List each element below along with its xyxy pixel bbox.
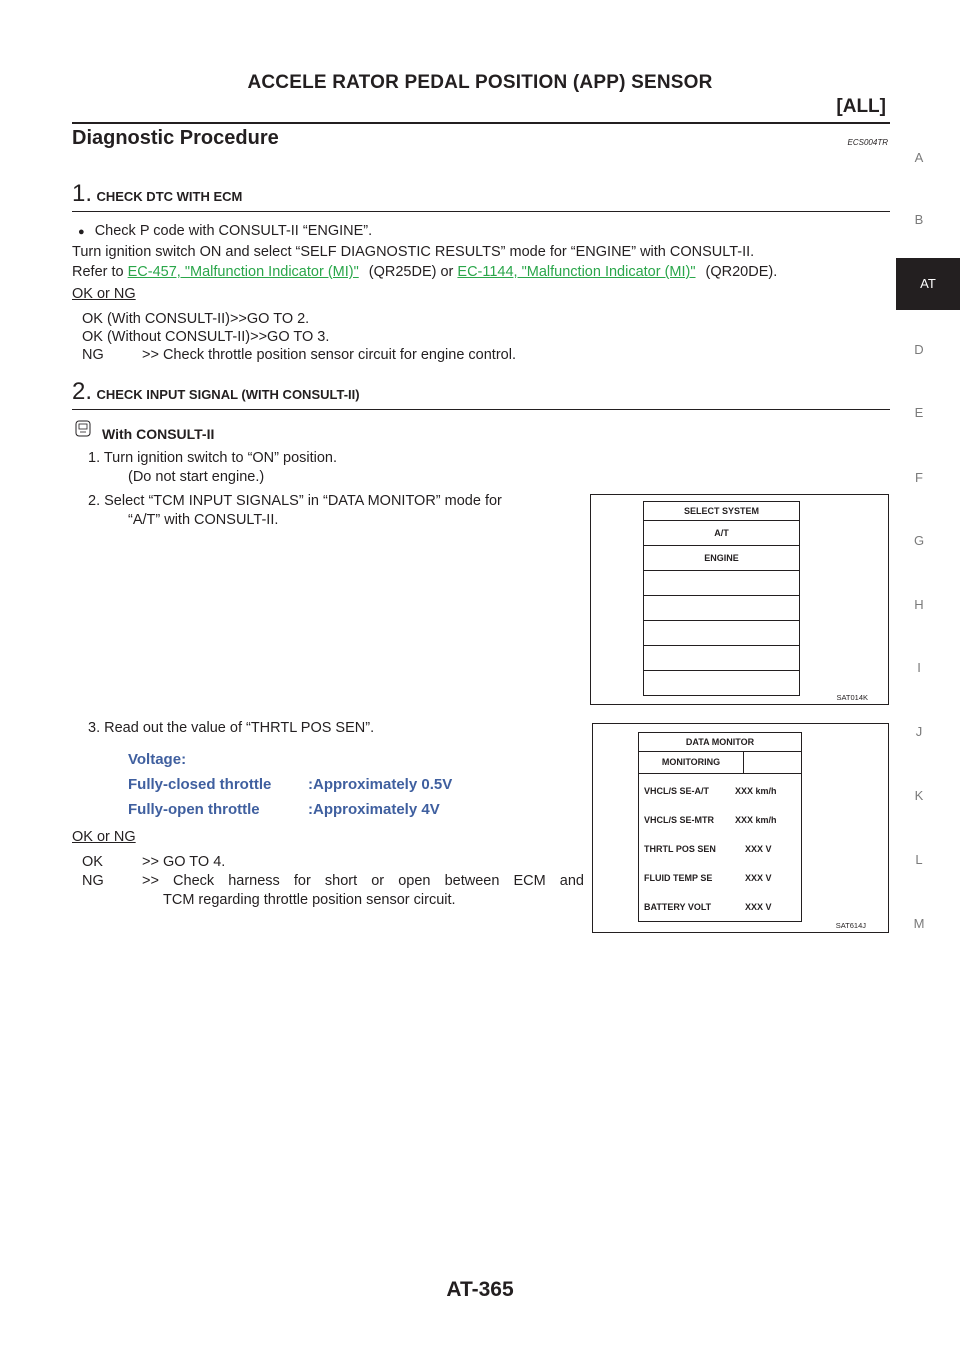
side-index-j[interactable]: J: [915, 724, 923, 739]
monitoring-row: [639, 752, 801, 774]
data-monitor-panel: [638, 732, 802, 922]
select-system-row-empty: [644, 646, 799, 671]
figure-select-system: [590, 494, 889, 705]
step-1-title: CHECK DTC WITH ECM: [96, 189, 243, 204]
step-1-ng-text: >> Check throttle position sensor circuit for engine control.: [142, 347, 516, 363]
side-index-b[interactable]: B: [914, 212, 924, 227]
select-system-row-at: A/T: [644, 521, 799, 546]
select-system-row-empty: [644, 671, 799, 694]
side-index-d[interactable]: D: [914, 342, 924, 357]
figure-1-code: SAT014K: [836, 693, 868, 702]
section-label: [ALL]: [836, 96, 886, 117]
monitoring-label: MONITORING: [639, 752, 744, 773]
select-system-header: SELECT SYSTEM: [644, 502, 799, 521]
refer-end: (QR20DE).: [705, 264, 778, 280]
step-1-text-1: Turn ignition switch ON and select “SELF DIAGNOSTIC RESULTS” mode for “ENGINE” with CONSULT-II.: [72, 244, 755, 260]
dm-row-value: XXX V: [745, 873, 772, 883]
step-2-ng-text-cont: TCM regarding throttle position sensor circuit.: [163, 892, 456, 908]
spec-open-label: Fully-open throttle: [128, 801, 260, 818]
step-1-bullet-text: Check P code with CONSULT-II “ENGINE”.: [94, 223, 373, 239]
step-1-bullet: [78, 222, 372, 242]
dm-row-value: XXX km/h: [735, 786, 777, 796]
side-index-l[interactable]: L: [915, 852, 923, 867]
step-1-rule: [72, 211, 890, 212]
procedure-code: ECS004TR: [847, 138, 888, 147]
select-system-row-empty: [644, 596, 799, 621]
link-ec-1144[interactable]: EC-1144, "Malfunction Indicator (MI)": [457, 264, 696, 280]
header-rule: [72, 122, 890, 124]
figure-data-monitor: [592, 723, 889, 933]
side-index-m[interactable]: M: [913, 916, 925, 931]
step-1-result-2: OK (Without CONSULT-II)>>GO TO 3.: [82, 329, 330, 345]
step-2-item-2-cont: “A/T” with CONSULT-II.: [128, 512, 279, 528]
step-2-item-2: 2. Select “TCM INPUT SIGNALS” in “DATA MONITOR” mode for: [88, 493, 502, 509]
dm-row-value: XXX km/h: [735, 815, 777, 825]
side-index-h[interactable]: H: [914, 597, 924, 612]
side-index-g[interactable]: G: [913, 533, 925, 548]
side-index-k[interactable]: K: [914, 788, 924, 803]
step-1-refer-line: [72, 263, 777, 282]
select-system-row-empty: [644, 571, 799, 596]
select-system-row-engine: ENGINE: [644, 546, 799, 571]
step-2-ng-text: >> Check harness for short or open between ECM and: [142, 873, 584, 889]
voltage-label: Voltage:: [128, 751, 187, 768]
step-2-item-1-note: (Do not start engine.): [128, 469, 265, 485]
side-index-f[interactable]: F: [915, 470, 923, 485]
step-2-item-3: 3. Read out the value of “THRTL POS SEN”.: [88, 720, 375, 736]
step-1-number: 1.: [72, 180, 93, 207]
step-2-rule: [72, 409, 890, 410]
page-number: AT-365: [446, 1278, 514, 1301]
data-monitor-header: DATA MONITOR: [639, 733, 801, 752]
refer-prefix: Refer to: [72, 264, 124, 280]
figure-2-code: SAT614J: [835, 921, 866, 930]
step-1-okng: OK or NG: [72, 286, 136, 302]
dm-row-value: XXX V: [745, 844, 772, 854]
dm-row-label: FLUID TEMP SE: [644, 873, 713, 883]
dm-row-value: XXX V: [745, 902, 772, 912]
dm-row-label: BATTERY VOLT: [644, 902, 712, 912]
step-2-ng-label: NG: [82, 873, 104, 889]
consult-icon: [72, 420, 94, 443]
dm-row-label: VHCL/S SE-MTR: [644, 815, 715, 825]
spec-closed-label: Fully-closed throttle: [128, 776, 272, 793]
side-index-at-tab[interactable]: AT: [896, 258, 960, 310]
step-1-heading: [72, 180, 242, 208]
spec-open-value: :Approximately 4V: [308, 801, 440, 818]
step-1-ng-label: NG: [82, 347, 104, 363]
step-2-number: 2.: [72, 378, 93, 405]
step-2-ok-text: >> GO TO 4.: [142, 854, 226, 870]
page-header-title: ACCELE RATOR PEDAL POSITION (APP) SENSOR: [247, 72, 713, 93]
side-index-e[interactable]: E: [914, 405, 924, 420]
step-1-result-1: OK (With CONSULT-II)>>GO TO 2.: [82, 311, 310, 327]
procedure-title: Diagnostic Procedure: [72, 127, 279, 149]
side-index-i[interactable]: I: [917, 660, 921, 675]
link-ec-457[interactable]: EC-457, "Malfunction Indicator (MI)": [127, 264, 359, 280]
bullet-dot: ●: [78, 226, 85, 238]
step-2-title: CHECK INPUT SIGNAL (WITH CONSULT-II): [96, 387, 360, 402]
refer-mid: (QR25DE) or: [368, 264, 454, 280]
step-2-ok-label: OK: [82, 854, 103, 870]
spec-closed-value: :Approximately 0.5V: [308, 776, 453, 793]
with-consult-label: With CONSULT-II: [102, 426, 215, 442]
step-2-heading: [72, 378, 360, 406]
step-2-okng: OK or NG: [72, 829, 136, 845]
dm-row-label: VHCL/S SE-A/T: [644, 786, 710, 796]
dm-row-label: THRTL POS SEN: [644, 844, 716, 854]
select-system-row-empty: [644, 621, 799, 646]
step-2-item-1: 1. Turn ignition switch to “ON” position.: [88, 450, 338, 466]
side-index-a[interactable]: A: [914, 150, 924, 165]
select-system-panel: [643, 501, 800, 696]
